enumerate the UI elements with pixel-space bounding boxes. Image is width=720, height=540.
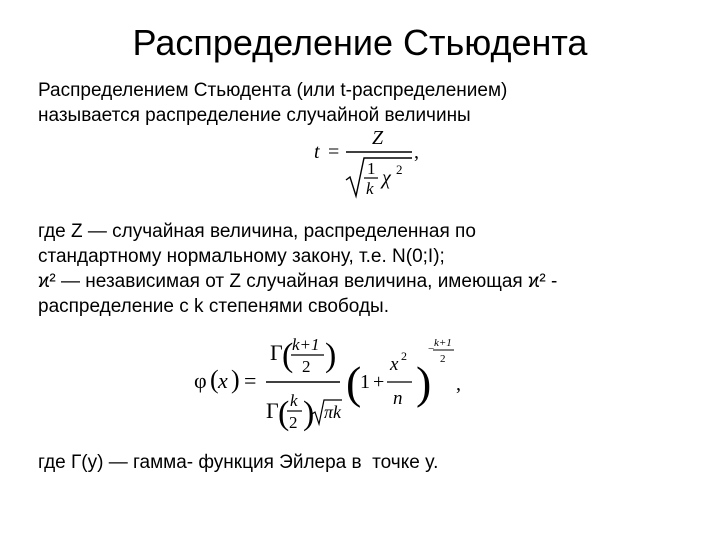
intro-line-2: называется распределение случайной величины	[38, 105, 471, 126]
formula1-chi-exp: 2	[396, 162, 403, 177]
formula1-eq: =	[328, 141, 340, 163]
formula1-chi: χ	[382, 167, 391, 189]
formula2-num-rparen: )	[325, 337, 337, 374]
formula2-sqrt-pik: πk	[324, 402, 342, 422]
desc-line-1: где Z — случайная величина, распределенная по	[38, 221, 476, 242]
formula1-trail: ,	[414, 141, 419, 163]
formula1-lhs: t	[314, 141, 320, 163]
desc-line-3: ϰ² — независимая от Z случайная величина, имеющая ϰ² -	[38, 271, 558, 292]
formula2-big-rparen: )	[416, 357, 432, 408]
slide-title: Распределение Стьюдента	[132, 22, 588, 63]
formula2-x2: x	[390, 354, 399, 375]
formula2-num-two: 2	[302, 357, 311, 376]
student-t-formula	[300, 122, 430, 202]
formula2-den-lparen: (	[278, 395, 290, 432]
formula1-numerator: Z	[372, 127, 384, 149]
formula1-inner-num: 1	[367, 159, 376, 178]
formula2-num-lparen: (	[282, 337, 294, 374]
formula2-lparen: (	[210, 365, 219, 394]
formula2-exp-minus: −	[428, 343, 435, 355]
t-density-formula	[190, 330, 480, 440]
intro-line-1: Распределением Стьюдента (или t-распределением)	[38, 80, 508, 101]
formula2-exp-num: k+1	[434, 337, 452, 349]
formula2-x2-exp: 2	[401, 349, 407, 363]
desc-line-4: распределение с k степенями свободы.	[38, 296, 389, 317]
formula2-x: x	[218, 368, 228, 393]
formula2-exp-den: 2	[440, 353, 446, 365]
formula2-eq: =	[244, 368, 257, 393]
footer-line: где Г(y) — гамма- функция Эйлера в точке y.	[38, 452, 439, 473]
formula2-gamma-top: Γ	[270, 340, 283, 365]
formula1-inner-den: k	[366, 179, 374, 198]
formula2-big-lparen: (	[346, 357, 362, 408]
formula2-plus: +	[373, 371, 385, 393]
formula2-den-k: k	[290, 391, 298, 410]
formula2-num-kplus1: k+1	[292, 335, 320, 354]
formula2-rparen: )	[231, 365, 240, 394]
formula2-trail: ,	[456, 373, 461, 395]
formula2-den-two: 2	[289, 413, 298, 432]
formula2-den-rparen: )	[303, 395, 315, 432]
formula2-one: 1	[360, 371, 370, 393]
desc-line-2: стандартному нормальному закону, т.е. N(0;I);	[38, 246, 445, 267]
formula2-gamma-bottom: Γ	[266, 398, 279, 423]
formula2-phi: φ	[194, 368, 207, 393]
formula2-n: n	[393, 388, 403, 409]
